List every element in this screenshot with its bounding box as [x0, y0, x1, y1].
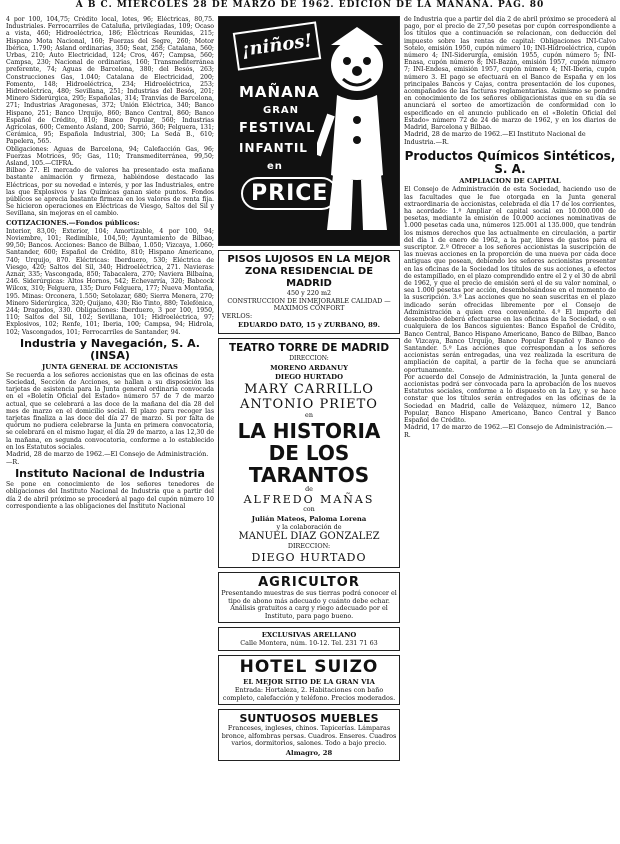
- kids-sticker: ¡niños!: [233, 21, 321, 70]
- insa-text: Se recuerda a los señores accionistas que en las oficinas de esta Sociedad, Sección de Acciones, se hallan a su disposición las tarjetas de asistencia para la Junta general ordinaria convocada en el «Boletín Oficial del Estado» número 57 de 7 de marzo actual, que se celebrará a las doce de la mañana del día 28 del mes de marzo en el domicilio social. El plazo para recoger las tarjetas finaliza a las doce del día 27 de marzo. Si por falta de quórum no pudiera celebrarse la Junta en primera convocatoria, se celebrará en el mismo lugar, el día 29 de marzo, a las 12,30 de la mañana, en segunda convocatoria, conforme a lo establecido en los Estatutos sociales.: [6, 371, 214, 451]
- column-left: [6, 16, 214, 840]
- teatro-con: con: [303, 505, 315, 514]
- teatro-direction-label-2: DIRECCION:: [287, 542, 331, 551]
- pisos-address: EDUARDO DATO, 15 y ZURBANO, 89.: [238, 321, 380, 330]
- insa-signature: Madrid, 28 de marzo de 1962.—El Consejo de Administración.—R.: [6, 449, 209, 466]
- page-header: A B C. MIERCOLES 28 DE MARZO DE 1962. EDICION DE LA MAÑANA. PAG. 80: [75, 0, 545, 10]
- insa-subtitle: JUNTA GENERAL DE ACCIONISTAS: [42, 362, 178, 371]
- hotel-suizo-ad: [218, 655, 400, 705]
- teatro-direction-label: DIRECCION:: [289, 355, 329, 363]
- pisos-verlos: VERLOS:: [222, 311, 253, 320]
- teatro-title: TEATRO TORRE DE MADRID: [228, 342, 390, 355]
- kids-festival-ad: [218, 16, 400, 246]
- cotizaciones-text: Interior, 83,00; Exterior, 104; Amortizable, 4 por 100, 94; Noviembre, 101; Redimible, 104,50; Ayuntamiento de Bilbao, 99,50; Bancos. Acciones: Banco de Bilbao, 1.050; Vizcaya, 1.060; Santander, 600; Español de Crédito, 810; Hispano Americano, 740; Urquijo, 870. Eléctricas: Iberduero, 530; Eléctrica de Viesgo, 420; Saltos del Sil, 340; Hidroeléctrica, 271. Navieras: Aznar, 335; Vascongada, 850; Tabacalera, 270; Naviera Bilbaína, 246. Siderúrgicas: Altos Hornos, 542; Echevarría, 320; Babcock Wilcox, 310; Felguera, 135; Duro Felguera, 177; Nueva Montaña, 195. Minas: Orconera, 1.550; Setolazar, 680; Sierra Menera, 270; Minero Siderúrgica, 320; Quijano, 430; Rio Tinto, 880; Telefónica, 244; Dragados, 330. Obligaciones: Iberduero, 3 por 100, 1950, 110; Saltos del Sil, 102; Sevillana, 101; Hidroeléctrica, 97; Explosivos, 102; Renfe, 101; Iberia, 100; Campsa, 94; Hidrola, 102; Vascongados, 101; Ferrocarriles de Santander, 94.: [6, 227, 214, 336]
- kids-line-2: GRAN: [263, 105, 300, 116]
- teatro-play-title: LA HISTORIA DE LOS TARANTOS: [237, 418, 381, 487]
- agricultor-title: AGRICULTOR: [258, 574, 360, 590]
- teatro-actors: MARY CARRILLO ANTONIO PRIETO: [240, 381, 378, 412]
- column-middle: [218, 16, 400, 840]
- cotizaciones-label: COTIZACIONES.—Fondos públicos:: [6, 218, 140, 227]
- pisos-sizes: 450 y 220 m2: [286, 289, 332, 297]
- kids-line-5: en: [267, 161, 283, 172]
- muebles-address: Almagro, 28: [285, 748, 333, 757]
- psq-subtitle: AMPLIACION DE CAPITAL: [459, 177, 561, 186]
- ini-continued-text: de Industria que a partir del día 2 de abril próximo se procederá al pago, por el precio de 27,50 pesetas por cupón correspondiente a los títulos que a continuación se relacionan, con deducción del impuesto sobre las rentas de capital: Obligaciones INI-Calvo Sotelo, emisión 1950, cupón número 10; INI-Hidroeléctrica, cupón número 4; INI-Siderurgia, emisión 1955, cupón número 5; INI-Enasa, cupón número 8; INI-Bazán, emisión 1957, cupón número 7; INI-Endesa, emisión 1957, cupón número 4; INI-Iberia, cupón número 3. El pago se efectuará en el Banco de España y en los principales Bancos y Cajas, contra presentación de los cupones, acompañados de las facturas reglamentarias. Asimismo se pondrá en conocimiento de los señores obligacionistas que en su día se anunciará el sorteo de amortización de conformidad con lo especificado en el anuncio publicado en el «Boletín Oficial del Estado» número 72 de 24 de marzo de 1962, y en los diarios de Madrid, Barcelona y Bilbao.: [404, 16, 616, 132]
- teatro-collab-name: MANUEL DIAZ GONZALEZ: [238, 531, 380, 543]
- arellano-address: Calle Montera, núm. 10-12. Tel. 231 71 63: [240, 639, 378, 648]
- muebles-text: Franceses, ingleses, chinos. Tapicerías. Lámparas bronce, alfombras persas. Cuadros. Enseres. Cuadros varios, dormitorios, salones. Todo a bajo precio.: [221, 724, 397, 748]
- hotel-suizo-text: Entrada: Hortaleza, 2. Habitaciones con baño completo, calefacción y teléfono. Precios moderados.: [222, 685, 396, 702]
- pisos-lujosos-ad: [218, 250, 400, 334]
- hotel-suizo-title: HOTEL SUIZO: [239, 656, 379, 677]
- teatro-cast: Julián Mateos, Paloma Lorena: [251, 514, 367, 523]
- hotel-suizo-subtitle: EL MEJOR SITIO DE LA GRAN VIA: [243, 677, 375, 686]
- arellano-title: EXCLUSIVAS ARELLANO: [261, 631, 357, 640]
- teatro-en: en: [305, 410, 313, 419]
- agricultor-text: Presentando muestras de sus tierras podrá conocer el tipo de abono más adecuado y cuánto debe echar. Análisis gratuitos a carg y riego adecuado por el Instituto, para pago bueno.: [221, 588, 397, 620]
- agricultor-ad: [218, 572, 400, 623]
- psq-text-2: Por acuerdo del Consejo de Administración, la Junta general de accionistas podrá ser convocada para la aprobación de los nuevos Estatutos sociales, conforme a lo dispuesto en la Ley, y se hace constar que los títulos serán entregados en las oficinas de la Sociedad en Madrid, calle de Velázquez, número 12, Banco Popular, Banco Hispano Americano, Banco Central y Banco Español de Crédito.: [404, 373, 616, 424]
- psq-title: Productos Químicos Sintéticos, S. A.: [404, 149, 616, 177]
- ini-signature: Madrid, 28 de marzo de 1962.—El Instituto Nacional de Industria.—R.: [404, 130, 586, 146]
- teatro-de: de: [305, 484, 313, 493]
- psq-text: El Consejo de Administración de esta Sociedad, haciendo uso de las facultades que le fue otorgada en la Junta general extraordinaria de accionistas, celebrada el día 17 de los corrientes, ha acordado: 1.º Ampliar el capital social en 10.000.000 de pesetas, mediante la emisión de 10.000 acciones nominativas de 1.000 pesetas cada una, números 125.001 al 135.000, que tendrán los mismos derechos que las actualmente en circulación, a partir del día 1 de enero de 1962, a la par, libres de gastos para el suscriptor. 2.º Ofrecer a los señores accionistas la suscripción de las nuevas acciones en la proporción de una nueva por cada doce antiguas que posean, debiendo los señores accionistas presentar en las oficinas de la Sociedad los títulos de sus acciones, a efectos de estampillado, en el plazo comprendido entre el 2 y el 30 de abril de 1962, y que el precio de emisión será el de su valor nominal, o sea 1.000 pesetas por acción, desembolsándose en el momento de la suscripción. 3.º Las acciones que no sean suscritas en el plazo indicado serán ofrecidas libremente por el Consejo de Administración a quien crea conveniente. 4.º El importe del desembolso deberá efectuarse en las oficinas de la Sociedad, o en cualquiera de los Bancos siguientes: Banco Español de Crédito, Banco Central, Banco Hispano Americano, Banco de Bilbao, Banco de Vizcaya, Banco Urquijo, Banco Popular Español y Banco de Santander. 5.º Las acciones que correspondan a los señores accionistas serán entregadas, una vez realizada la escritura de ampliación de capital, a partir de la fecha que se anunciará oportunamente.: [404, 186, 616, 374]
- clown-illustration: [317, 25, 393, 239]
- arellano-ad: [218, 627, 400, 651]
- kids-line-1: MAÑANA: [239, 83, 320, 101]
- ini-text: Se pone en conocimiento de los señores tenedores de obligaciones del Instituto Nacional de Industria que a partir del día 2 de abril próximo se procederá al pago del cupón número 10 correspondiente a las obligaciones del Instituto Nacional: [6, 481, 214, 510]
- muebles-title: SUNTUOSOS MUEBLES: [239, 712, 379, 726]
- teatro-author: ALFREDO MAÑAS: [243, 493, 375, 507]
- teatro-director-final: DIEGO HURTADO: [251, 550, 367, 564]
- muebles-ad: [218, 709, 400, 761]
- column-right: [404, 16, 616, 840]
- psq-signature: Madrid, 17 de marzo de 1962.—El Consejo de Administración.—R.: [404, 423, 613, 439]
- market-report-barcelona: 4 por 100, 104,75; Crédito local, lotes, 96; Eléctricas, 80,75. Industriales. Ferrocarriles de Cataluña, privilegiadas, 109; Ocaso a vista, 460; Hidroeléctrica, 186; Eléctricas Reunidas, 215; Hispano Mota Nacional, 160; Fuerzas del Segre, 260; Motor Ibérica, 1.790; Asland ordinarias, 350; Seat, 258; Catalana, 560; Urbas, 210; Auto Electricidad, 124; Cros, 467; Campsa, 560; Campsa, 230; Nacional de ordinarias, 160; Transmediterránea preferente, 74; Aguas de Barcelona, 380; del Besós, 263; Construcciones Gas, 1.040; Catalana de Electricidad, 200; Fomento, 148; Hidroeléctrica, 234; Hidroeléctrica, 253; Hidroeléctrica, 480; Sevillana, 251; Industrias del Besós, 201; Minero Siderúrgica, 295; Españolas, 314; Tranvías de Barcelona, 271; Industrias Aragonesas, 372; Unión Eléctrica, 340; Banco Hispano, 251; Banco Urquijo, 860; Banco Central, 860; Banco Español de Crédito, 810; Banco Popular, 560; Industrias Agrícolas, 600; Cemento Asland, 200; Sarrió, 360; Felguera, 131; Cerámica, 95; Española Industrial, 300; La Seda B., 610; Papelera, 565.: [6, 16, 214, 146]
- obligaciones-text: Obligaciones: Aguas de Barcelona, 94; Calefacción Gas, 96; Fuerzas Motrices, 95; Gas, 110; Transmediterránea, 99,50; Asland, 105.—CIFRA.: [6, 145, 214, 168]
- ini-title: Instituto Nacional de Industria: [15, 467, 205, 481]
- kids-line-6: PRICE: [241, 177, 338, 210]
- kids-line-3: FESTIVAL: [239, 121, 316, 136]
- insa-title: Industria y Navegación, S. A. (INSA): [20, 336, 200, 362]
- teatro-collab: y la colaboración de: [276, 522, 342, 531]
- pisos-title: PISOS LUJOSOS EN LA MEJOR ZONA RESIDENCIAL DE MADRID: [227, 254, 391, 289]
- teatro-ad: [218, 338, 400, 568]
- kids-line-4: INFANTIL: [239, 141, 308, 155]
- teatro-director-2: DIEGO HURTADO: [275, 372, 343, 381]
- teatro-director-1: MORENO ARDANUY: [270, 363, 348, 372]
- pisos-description: CONSTRUCCION DE INMEJORABLE CALIDAD — MAXIMOS CONFORT: [227, 296, 391, 313]
- bilbao-report: Bilbao 27. El mercado de valores ha presentado esta mañana bastante animación y firmeza, habiéndose destacado las Eléctricas, por su novedad e interés, y por las Industriales, entre las que Explosivos y las Químicas ganan siete puntos. Fondos públicos se aprecia bastante firmeza en los valores de renta fija. Se hicieron operaciones en Eléctricas de Viesgo, Saltos del Sil y Sevillana, sin mejoras en el cambio.: [6, 167, 214, 218]
